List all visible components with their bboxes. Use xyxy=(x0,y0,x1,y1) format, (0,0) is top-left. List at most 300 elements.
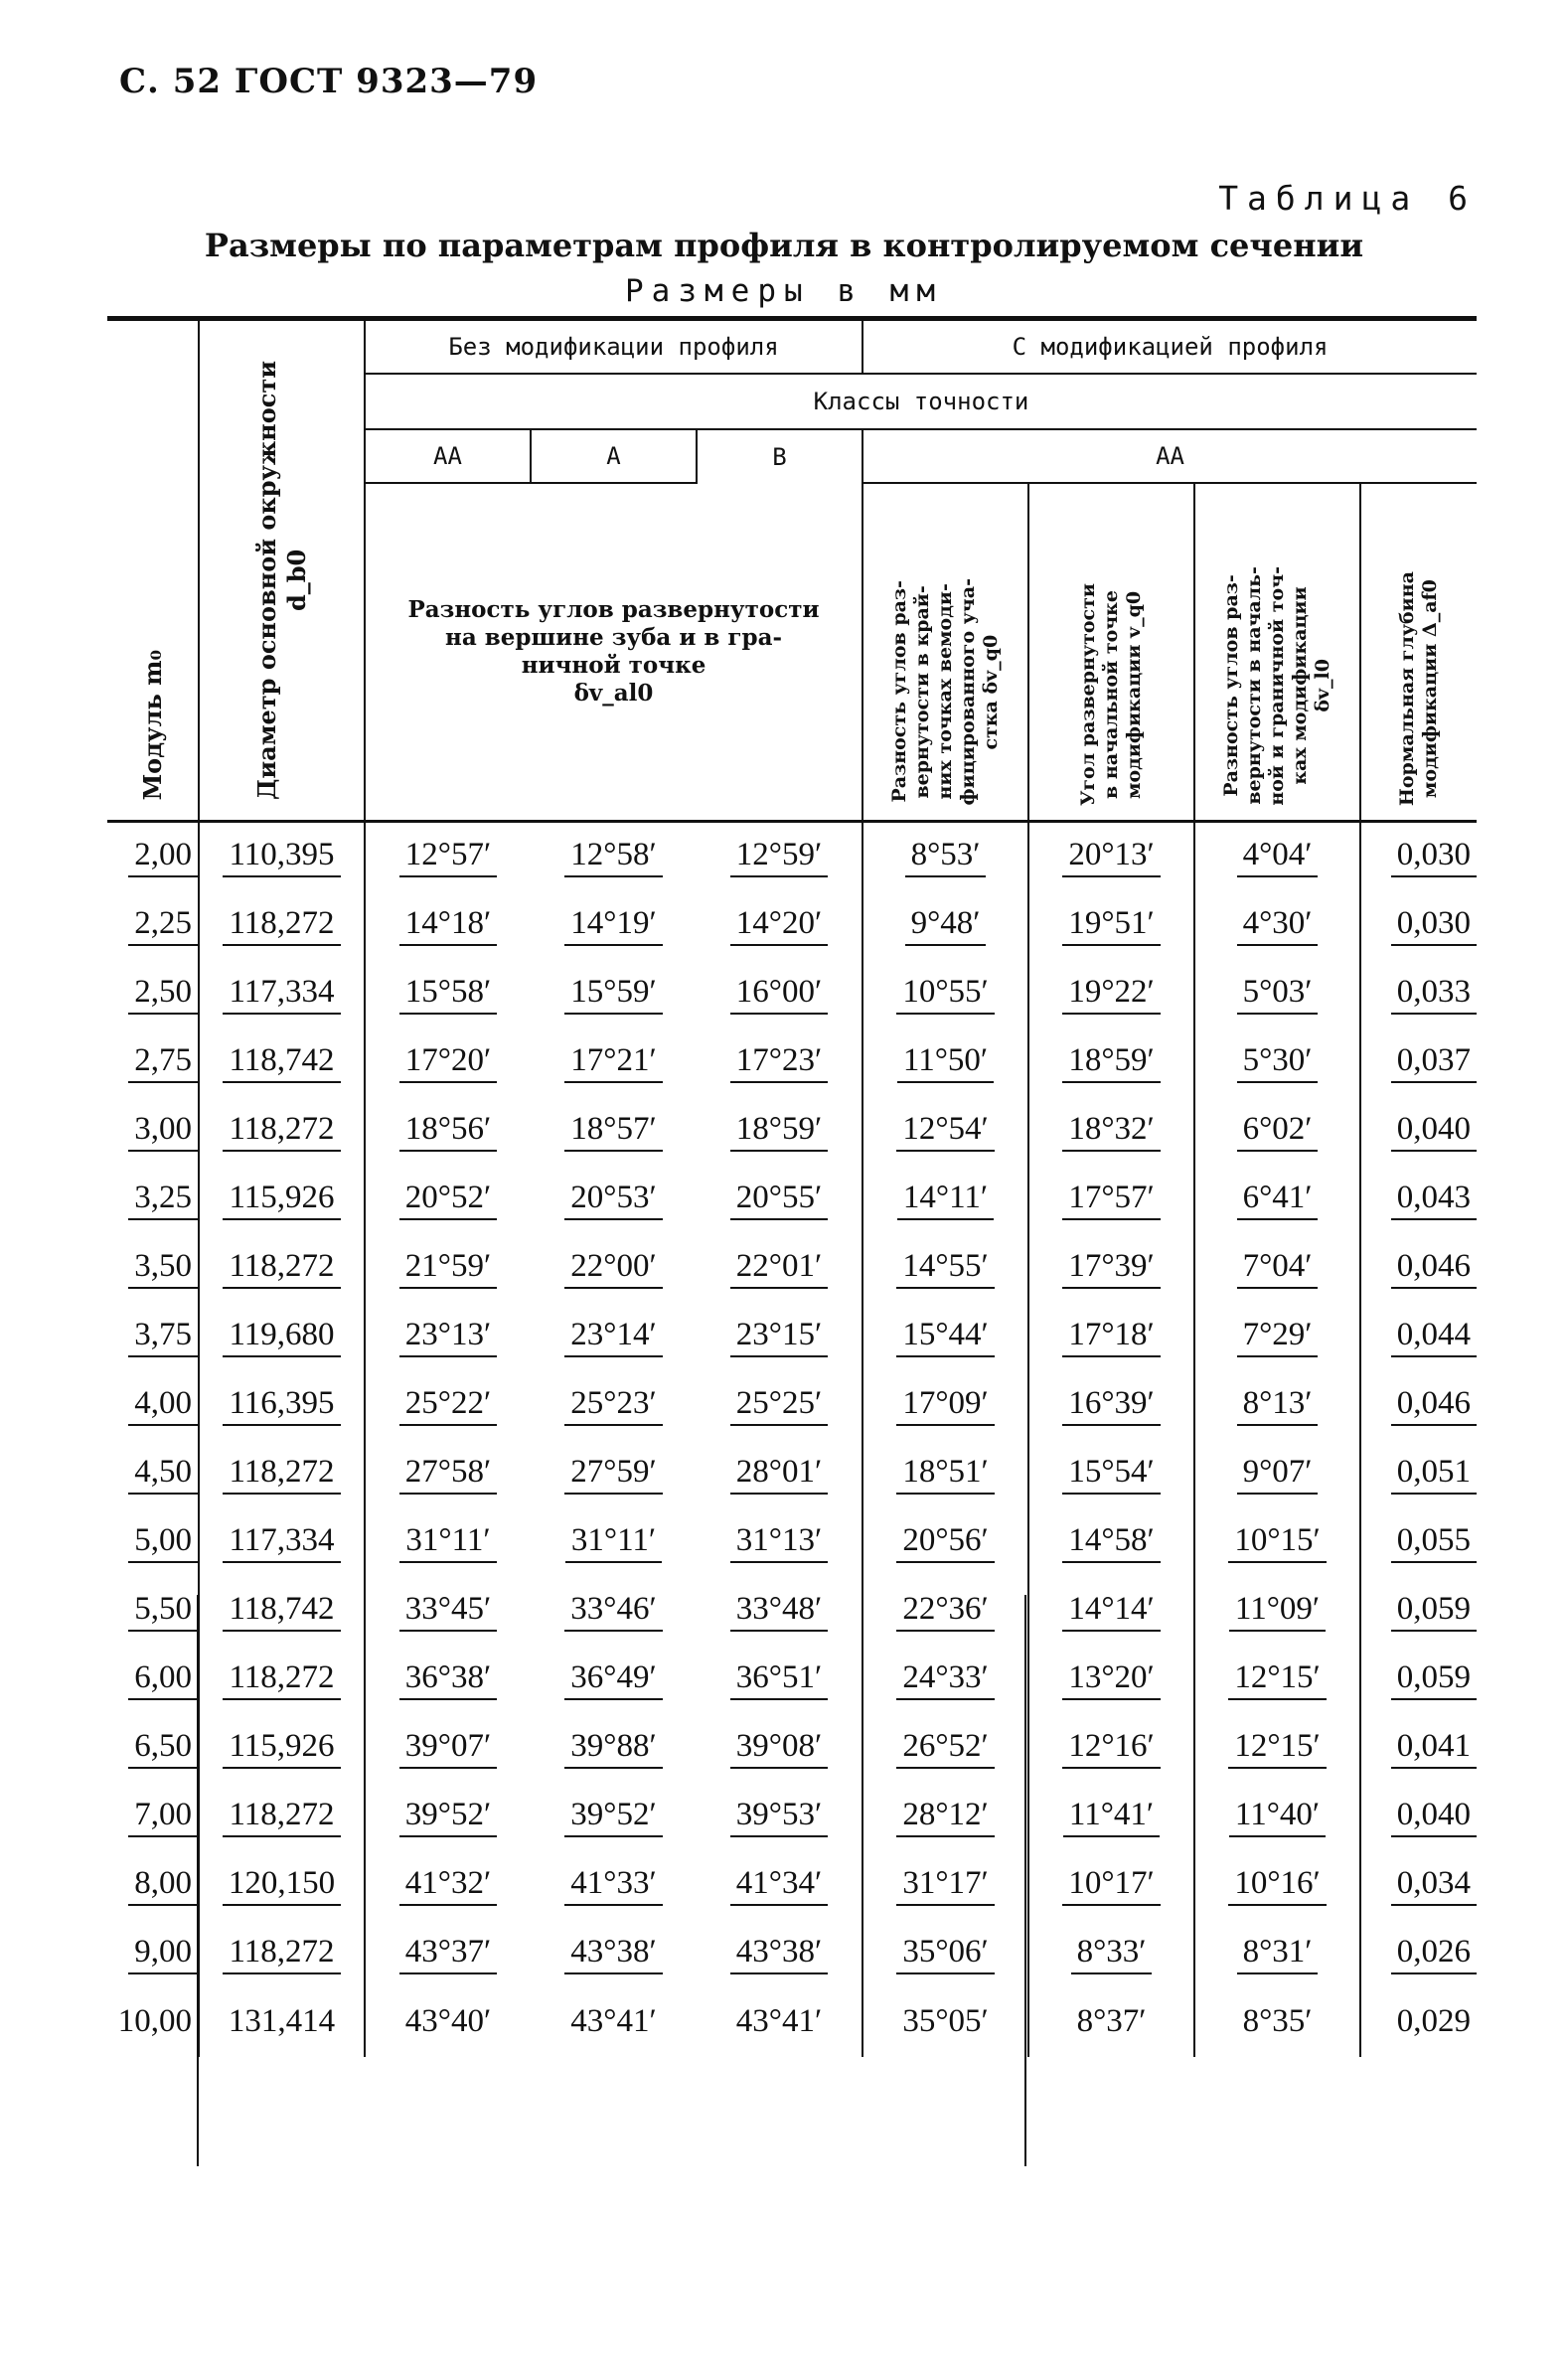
angle-vq0-cell xyxy=(1028,1303,1194,1371)
angle-b-cell-text: 23°15′ xyxy=(730,1317,828,1357)
depth-cell xyxy=(1360,1577,1477,1646)
angle-a-cell-text: 41°33′ xyxy=(564,1865,662,1906)
depth-cell xyxy=(1360,1988,1477,2057)
table-body xyxy=(107,822,1477,2058)
diameter-cell-text: 115,926 xyxy=(223,1728,340,1769)
diameter-cell-text: 118,742 xyxy=(223,1591,340,1632)
depth-cell xyxy=(1360,1920,1477,1988)
angle-aa-cell xyxy=(365,1577,531,1646)
angle-l0-cell xyxy=(1194,1166,1360,1234)
angle-b-cell xyxy=(697,1166,862,1234)
table-row xyxy=(107,1646,1477,1714)
angle-a-cell xyxy=(531,1028,697,1097)
angle-q0-cell xyxy=(862,1577,1028,1646)
angle-l0-cell xyxy=(1194,1097,1360,1166)
module-cell-text: 7,00 xyxy=(128,1797,198,1837)
header-grade-aa-mod: АА xyxy=(862,429,1477,483)
module-cell xyxy=(107,1166,199,1234)
module-cell-text: 10,00 xyxy=(117,2003,192,2039)
angle-b-cell-text: 12°59′ xyxy=(730,837,828,877)
table-row xyxy=(107,891,1477,960)
module-cell-text: 2,25 xyxy=(128,905,198,946)
table-row xyxy=(107,1097,1477,1166)
angle-q0-cell xyxy=(862,822,1028,892)
depth-cell xyxy=(1360,1303,1477,1371)
angle-vq0-cell-text: 12°16′ xyxy=(1062,1728,1160,1769)
diameter-cell xyxy=(199,1714,365,1783)
diameter-cell-text: 117,334 xyxy=(223,974,340,1015)
diameter-cell-text: 120,150 xyxy=(223,1865,341,1906)
angle-b-cell xyxy=(697,1097,862,1166)
angle-vq0-cell xyxy=(1028,1577,1194,1646)
angle-l0-cell xyxy=(1194,891,1360,960)
angle-aa-cell xyxy=(365,1714,531,1783)
header-grade-b: В xyxy=(697,429,862,483)
angle-b-cell xyxy=(697,1303,862,1371)
angle-b-cell xyxy=(697,1988,862,2057)
depth-cell-text: 0,033 xyxy=(1391,974,1477,1015)
header-col-q0 xyxy=(862,483,1028,822)
angle-l0-cell-text: 7°29′ xyxy=(1237,1317,1319,1357)
header-classes: Классы точности xyxy=(365,374,1477,429)
angle-l0-cell-text: 12°15′ xyxy=(1228,1728,1326,1769)
angle-q0-cell xyxy=(862,1851,1028,1920)
diameter-cell xyxy=(199,891,365,960)
angle-aa-cell xyxy=(365,1783,531,1851)
depth-cell-text: 0,055 xyxy=(1391,1522,1477,1563)
table-row xyxy=(107,1371,1477,1440)
angle-vq0-cell xyxy=(1028,1028,1194,1097)
angle-vq0-cell-text: 15°54′ xyxy=(1062,1454,1160,1495)
module-cell xyxy=(107,1097,199,1166)
angle-vq0-cell-text: 8°33′ xyxy=(1071,1934,1153,1974)
angle-vq0-cell xyxy=(1028,822,1194,892)
angle-q0-cell xyxy=(862,1988,1028,2057)
header-module xyxy=(107,319,199,822)
angle-aa-cell-text: 36°38′ xyxy=(399,1659,497,1700)
depth-cell-text: 0,030 xyxy=(1391,905,1477,946)
angle-a-cell xyxy=(531,960,697,1028)
angle-aa-cell-text: 33°45′ xyxy=(399,1591,497,1632)
angle-b-cell-text: 25°25′ xyxy=(730,1385,828,1426)
module-cell-text: 9,00 xyxy=(128,1934,198,1974)
header-diameter-text: Диаметр основной окружности d_b0 xyxy=(251,361,311,800)
angle-a-cell xyxy=(531,1851,697,1920)
depth-cell-text: 0,030 xyxy=(1391,837,1477,877)
depth-cell-text: 0,037 xyxy=(1391,1042,1477,1083)
diameter-cell-text: 118,272 xyxy=(223,1659,340,1700)
angle-aa-cell-text: 25°22′ xyxy=(399,1385,497,1426)
angle-q0-cell xyxy=(862,1166,1028,1234)
angle-a-cell-text: 43°38′ xyxy=(564,1934,662,1974)
angle-l0-cell-text: 5°30′ xyxy=(1237,1042,1319,1083)
table-row xyxy=(107,1166,1477,1234)
module-cell-text: 5,00 xyxy=(128,1522,198,1563)
header-col-depth-text: Нормальная глубина модификации Δ_af0 xyxy=(1396,570,1442,806)
angle-q0-cell-text: 35°05′ xyxy=(902,2003,989,2039)
angle-b-cell-text: 43°41′ xyxy=(735,2003,823,2039)
angle-aa-cell-text: 39°52′ xyxy=(399,1797,497,1837)
angle-aa-cell xyxy=(365,1371,531,1440)
angle-aa-cell xyxy=(365,1166,531,1234)
angle-b-cell xyxy=(697,1234,862,1303)
angle-vq0-cell xyxy=(1028,960,1194,1028)
angle-a-cell xyxy=(531,1646,697,1714)
depth-cell xyxy=(1360,1440,1477,1508)
angle-b-cell xyxy=(697,1028,862,1097)
angle-q0-cell-text: 35°06′ xyxy=(896,1934,994,1974)
angle-vq0-cell xyxy=(1028,1714,1194,1783)
angle-q0-cell-text: 14°11′ xyxy=(897,1180,994,1220)
data-table xyxy=(107,316,1477,2057)
diameter-cell-text: 117,334 xyxy=(223,1522,340,1563)
angle-b-cell xyxy=(697,1440,862,1508)
angle-aa-cell xyxy=(365,1234,531,1303)
angle-a-cell-text: 36°49′ xyxy=(564,1659,662,1700)
diameter-cell xyxy=(199,1440,365,1508)
angle-aa-cell xyxy=(365,1303,531,1371)
angle-l0-cell xyxy=(1194,1028,1360,1097)
angle-aa-cell xyxy=(365,1508,531,1577)
table-row xyxy=(107,1508,1477,1577)
depth-cell xyxy=(1360,1097,1477,1166)
angle-b-cell xyxy=(697,1508,862,1577)
diameter-cell-text: 118,272 xyxy=(223,1797,340,1837)
angle-aa-cell xyxy=(365,1646,531,1714)
angle-aa-cell xyxy=(365,1097,531,1166)
angle-vq0-cell-text: 18°32′ xyxy=(1062,1111,1160,1152)
angle-aa-cell-text: 43°37′ xyxy=(399,1934,497,1974)
angle-vq0-cell-text: 20°13′ xyxy=(1062,837,1160,877)
diameter-cell-text: 118,742 xyxy=(223,1042,340,1083)
angle-a-cell xyxy=(531,1577,697,1646)
table-number: Таблица 6 xyxy=(1218,179,1477,218)
angle-l0-cell xyxy=(1194,1508,1360,1577)
angle-a-cell-text: 25°23′ xyxy=(564,1385,662,1426)
angle-aa-cell-text: 23°13′ xyxy=(399,1317,497,1357)
angle-q0-cell-text: 20°56′ xyxy=(896,1522,994,1563)
angle-l0-cell-text: 6°41′ xyxy=(1237,1180,1319,1220)
depth-cell-text: 0,059 xyxy=(1391,1659,1477,1700)
angle-aa-cell xyxy=(365,822,531,892)
angle-q0-cell xyxy=(862,1371,1028,1440)
angle-a-cell-text: 23°14′ xyxy=(564,1317,662,1357)
angle-b-cell-text: 18°59′ xyxy=(730,1111,828,1152)
angle-q0-cell-text: 18°51′ xyxy=(896,1454,994,1495)
angle-a-cell xyxy=(531,1234,697,1303)
angle-l0-cell xyxy=(1194,1646,1360,1714)
diameter-cell xyxy=(199,822,365,892)
angle-l0-cell xyxy=(1194,1440,1360,1508)
angle-aa-cell-text: 20°52′ xyxy=(399,1180,497,1220)
depth-cell-text: 0,029 xyxy=(1396,2003,1472,2039)
angle-b-cell xyxy=(697,1920,862,1988)
angle-q0-cell-text: 26°52′ xyxy=(896,1728,994,1769)
angle-q0-cell-text: 8°53′ xyxy=(905,837,987,877)
diameter-cell-text: 118,272 xyxy=(223,905,340,946)
angle-vq0-cell-text: 14°58′ xyxy=(1062,1522,1160,1563)
angle-vq0-cell xyxy=(1028,1920,1194,1988)
angle-b-cell-text: 36°51′ xyxy=(730,1659,828,1700)
angle-b-cell xyxy=(697,891,862,960)
angle-vq0-cell-text: 17°39′ xyxy=(1062,1248,1160,1289)
angle-aa-cell-text: 12°57′ xyxy=(399,837,497,877)
depth-cell xyxy=(1360,1714,1477,1783)
depth-cell-text: 0,043 xyxy=(1391,1180,1477,1220)
depth-cell xyxy=(1360,1851,1477,1920)
depth-cell-text: 0,041 xyxy=(1391,1728,1477,1769)
header-col-q0-text: Разность углов раз- вернутости в край- них точках вемоди- фицированного уча- стка δv_q0 xyxy=(888,578,1003,806)
angle-l0-cell xyxy=(1194,1303,1360,1371)
angle-vq0-cell-text: 19°51′ xyxy=(1062,905,1160,946)
angle-q0-cell xyxy=(862,1234,1028,1303)
header-grade-aa: АА xyxy=(365,429,531,483)
diameter-cell xyxy=(199,1577,365,1646)
angle-vq0-cell xyxy=(1028,1097,1194,1166)
header-grade-a: А xyxy=(531,429,697,483)
angle-a-cell-text: 31°11′ xyxy=(565,1522,662,1563)
header-col-l0 xyxy=(1194,483,1360,822)
module-cell xyxy=(107,1646,199,1714)
depth-cell-text: 0,044 xyxy=(1391,1317,1477,1357)
angle-a-cell xyxy=(531,1097,697,1166)
depth-cell xyxy=(1360,1371,1477,1440)
angle-q0-cell-text: 31°17′ xyxy=(896,1865,994,1906)
angle-vq0-cell xyxy=(1028,1234,1194,1303)
angle-l0-cell-text: 10°16′ xyxy=(1228,1865,1326,1906)
angle-q0-cell-text: 12°54′ xyxy=(896,1111,994,1152)
angle-l0-cell-text: 11°09′ xyxy=(1229,1591,1326,1632)
angle-aa-cell xyxy=(365,1028,531,1097)
module-cell xyxy=(107,1577,199,1646)
angle-vq0-cell-text: 14°14′ xyxy=(1062,1591,1160,1632)
angle-a-cell-text: 18°57′ xyxy=(564,1111,662,1152)
angle-l0-cell xyxy=(1194,1851,1360,1920)
angle-a-cell-text: 12°58′ xyxy=(564,837,662,877)
depth-cell xyxy=(1360,1234,1477,1303)
module-cell-text: 5,50 xyxy=(128,1591,198,1632)
angle-q0-cell xyxy=(862,891,1028,960)
angle-l0-cell xyxy=(1194,1371,1360,1440)
module-cell-text: 2,00 xyxy=(128,837,198,877)
angle-vq0-cell xyxy=(1028,891,1194,960)
angle-l0-cell xyxy=(1194,960,1360,1028)
angle-b-cell xyxy=(697,1577,862,1646)
diameter-cell xyxy=(199,1646,365,1714)
angle-b-cell-text: 33°48′ xyxy=(730,1591,828,1632)
diameter-cell xyxy=(199,1166,365,1234)
angle-a-cell xyxy=(531,1783,697,1851)
angle-b-cell-text: 31°13′ xyxy=(730,1522,828,1563)
header-col-vq0-text: Угол развернутости в начальной точке модификации v_q0 xyxy=(1077,583,1146,806)
header-no-mod: Без модификации профиля xyxy=(365,319,862,375)
diameter-cell xyxy=(199,1097,365,1166)
module-cell-text: 6,50 xyxy=(128,1728,198,1769)
module-cell xyxy=(107,1303,199,1371)
angle-b-cell-text: 43°38′ xyxy=(730,1934,828,1974)
angle-l0-cell-text: 7°04′ xyxy=(1237,1248,1319,1289)
angle-a-cell-text: 27°59′ xyxy=(564,1454,662,1495)
table-row xyxy=(107,1783,1477,1851)
angle-l0-cell xyxy=(1194,1920,1360,1988)
angle-b-cell-text: 39°08′ xyxy=(730,1728,828,1769)
header-diameter xyxy=(199,319,365,822)
angle-l0-cell-text: 4°30′ xyxy=(1237,905,1319,946)
angle-q0-cell xyxy=(862,1303,1028,1371)
diameter-cell-text: 116,395 xyxy=(223,1385,340,1426)
angle-a-cell xyxy=(531,822,697,892)
module-cell xyxy=(107,1440,199,1508)
angle-a-cell-text: 20°53′ xyxy=(564,1180,662,1220)
table-row xyxy=(107,1920,1477,1988)
angle-b-cell-text: 39°53′ xyxy=(730,1797,828,1837)
module-cell-text: 3,75 xyxy=(128,1317,198,1357)
angle-q0-cell xyxy=(862,1440,1028,1508)
module-cell xyxy=(107,1028,199,1097)
angle-b-cell xyxy=(697,1646,862,1714)
angle-l0-cell-text: 11°40′ xyxy=(1229,1797,1326,1837)
module-cell xyxy=(107,960,199,1028)
angle-a-cell-text: 33°46′ xyxy=(564,1591,662,1632)
angle-vq0-cell xyxy=(1028,1988,1194,2057)
angle-aa-cell-text: 14°18′ xyxy=(399,905,497,946)
table-row xyxy=(107,960,1477,1028)
angle-l0-cell-text: 8°13′ xyxy=(1237,1385,1319,1426)
module-cell xyxy=(107,1371,199,1440)
angle-vq0-cell xyxy=(1028,1371,1194,1440)
angle-a-cell xyxy=(531,1920,697,1988)
angle-q0-cell-text: 11°50′ xyxy=(897,1042,994,1083)
module-cell-text: 8,00 xyxy=(128,1865,198,1906)
angle-vq0-cell xyxy=(1028,1783,1194,1851)
diameter-cell-text: 118,272 xyxy=(223,1934,340,1974)
angle-l0-cell-text: 8°31′ xyxy=(1237,1934,1319,1974)
header-col-depth xyxy=(1360,483,1477,822)
table-row xyxy=(107,1234,1477,1303)
angle-b-cell-text: 14°20′ xyxy=(730,905,828,946)
angle-a-cell xyxy=(531,1714,697,1783)
angle-q0-cell-text: 15°44′ xyxy=(896,1317,994,1357)
module-cell-text: 4,50 xyxy=(128,1454,198,1495)
angle-l0-cell xyxy=(1194,1783,1360,1851)
module-cell-text: 3,50 xyxy=(128,1248,198,1289)
angle-vq0-cell-text: 10°17′ xyxy=(1062,1865,1160,1906)
angle-vq0-cell xyxy=(1028,1508,1194,1577)
module-cell-text: 2,50 xyxy=(128,974,198,1015)
angle-b-cell xyxy=(697,960,862,1028)
module-cell xyxy=(107,1234,199,1303)
module-cell xyxy=(107,1508,199,1577)
angle-aa-cell-text: 18°56′ xyxy=(399,1111,497,1152)
angle-a-cell xyxy=(531,1166,697,1234)
diameter-cell-text: 118,272 xyxy=(223,1454,340,1495)
table-row xyxy=(107,1851,1477,1920)
depth-cell-text: 0,040 xyxy=(1391,1111,1477,1152)
diameter-cell xyxy=(199,1783,365,1851)
module-cell xyxy=(107,891,199,960)
angle-l0-cell-text: 4°04′ xyxy=(1237,837,1319,877)
angle-q0-cell-text: 17°09′ xyxy=(896,1385,994,1426)
angle-a-cell-text: 22°00′ xyxy=(564,1248,662,1289)
header-angle-diff xyxy=(365,483,862,822)
depth-cell-text: 0,051 xyxy=(1391,1454,1477,1495)
module-cell xyxy=(107,1783,199,1851)
header-col-vq0 xyxy=(1028,483,1194,822)
angle-vq0-cell-text: 16°39′ xyxy=(1062,1385,1160,1426)
diameter-cell xyxy=(199,960,365,1028)
depth-cell-text: 0,046 xyxy=(1391,1248,1477,1289)
depth-cell xyxy=(1360,1166,1477,1234)
angle-b-cell xyxy=(697,1783,862,1851)
angle-b-cell-text: 28°01′ xyxy=(730,1454,828,1495)
angle-a-cell-text: 17°21′ xyxy=(564,1042,662,1083)
angle-b-cell xyxy=(697,1371,862,1440)
module-cell xyxy=(107,822,199,892)
table-row xyxy=(107,1440,1477,1508)
angle-b-cell xyxy=(697,1714,862,1783)
angle-b-cell-text: 17°23′ xyxy=(730,1042,828,1083)
depth-cell xyxy=(1360,1783,1477,1851)
angle-aa-cell xyxy=(365,1440,531,1508)
table-vertical-rule xyxy=(197,1595,199,2166)
angle-aa-cell xyxy=(365,1988,531,2057)
angle-aa-cell-text: 21°59′ xyxy=(399,1248,497,1289)
angle-b-cell xyxy=(697,822,862,892)
module-cell xyxy=(107,1714,199,1783)
angle-a-cell xyxy=(531,1371,697,1440)
depth-cell xyxy=(1360,960,1477,1028)
module-cell-text: 2,75 xyxy=(128,1042,198,1083)
module-cell-text: 6,00 xyxy=(128,1659,198,1700)
angle-q0-cell-text: 9°48′ xyxy=(905,905,987,946)
angle-q0-cell xyxy=(862,1783,1028,1851)
angle-a-cell xyxy=(531,891,697,960)
angle-a-cell xyxy=(531,1508,697,1577)
angle-a-cell-text: 43°41′ xyxy=(570,2003,657,2039)
angle-aa-cell xyxy=(365,1920,531,1988)
angle-l0-cell-text: 5°03′ xyxy=(1237,974,1319,1015)
angle-a-cell xyxy=(531,1440,697,1508)
angle-q0-cell-text: 24°33′ xyxy=(896,1659,994,1700)
depth-cell-text: 0,034 xyxy=(1391,1865,1477,1906)
angle-l0-cell-text: 10°15′ xyxy=(1228,1522,1326,1563)
table-row xyxy=(107,1028,1477,1097)
diameter-cell xyxy=(199,1988,365,2057)
module-cell xyxy=(107,1920,199,1988)
table-units: Размеры в мм xyxy=(625,273,943,309)
depth-cell-text: 0,040 xyxy=(1391,1797,1477,1837)
angle-aa-cell-text: 27°58′ xyxy=(399,1454,497,1495)
diameter-cell xyxy=(199,1851,365,1920)
angle-b-cell-text: 22°01′ xyxy=(730,1248,828,1289)
angle-l0-cell-text: 8°35′ xyxy=(1242,2003,1313,2039)
angle-a-cell xyxy=(531,1988,697,2057)
angle-a-cell-text: 15°59′ xyxy=(564,974,662,1015)
diameter-cell-text: 131,414 xyxy=(228,2003,336,2039)
table-row xyxy=(107,1714,1477,1783)
diameter-cell xyxy=(199,1508,365,1577)
header-col-l0-text: Разность углов раз- вернутости в началь- ной и граничной точ- ках модификации δv_l0 xyxy=(1220,566,1334,806)
module-cell-text: 3,25 xyxy=(128,1180,198,1220)
angle-aa-cell-text: 31°11′ xyxy=(399,1522,496,1563)
angle-q0-cell xyxy=(862,1508,1028,1577)
angle-q0-cell-text: 28°12′ xyxy=(896,1797,994,1837)
depth-cell xyxy=(1360,891,1477,960)
table-row xyxy=(107,1303,1477,1371)
angle-q0-cell-text: 14°55′ xyxy=(896,1248,994,1289)
depth-cell-text: 0,046 xyxy=(1391,1385,1477,1426)
angle-a-cell-text: 39°88′ xyxy=(564,1728,662,1769)
